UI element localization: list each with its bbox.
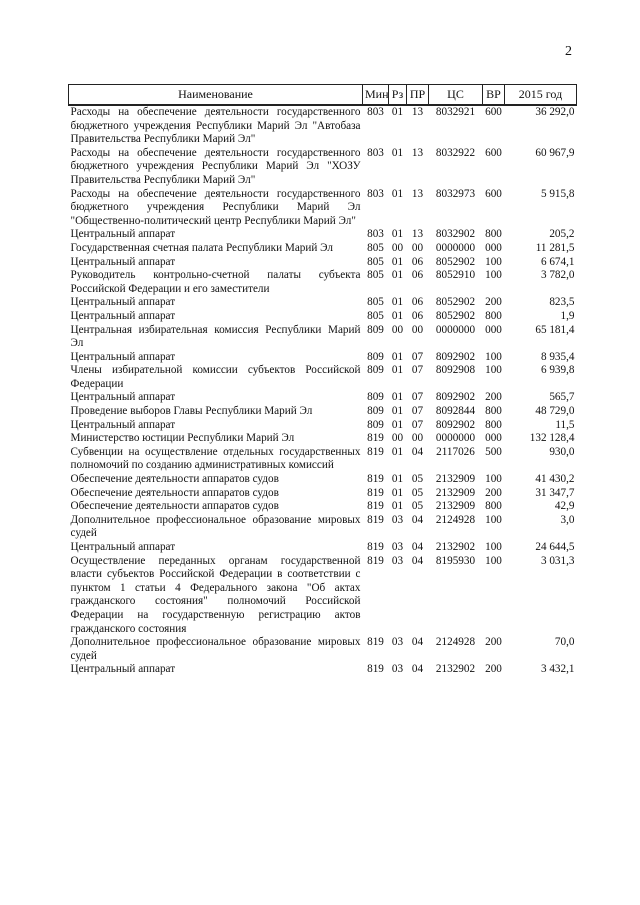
table-row xyxy=(69,256,577,270)
cell-name: Центральный аппарат xyxy=(70,541,176,553)
cell-pr: 13 xyxy=(411,146,424,159)
cell-amount: 31 347,7 xyxy=(535,486,575,499)
cell-cs: 2132909 xyxy=(435,486,476,499)
cell-amount: 65 181,4 xyxy=(535,323,575,336)
table-row xyxy=(69,636,577,663)
cell-name: Центральный аппарат xyxy=(70,350,176,363)
cell-cs: 2132902 xyxy=(435,663,476,676)
cell-name: Министерство юстиции Республики Марий Эл xyxy=(70,432,295,445)
cell-pr: 04 xyxy=(411,636,424,649)
cell-rz: 01 xyxy=(391,445,404,458)
cell-pr: 05 xyxy=(411,500,424,513)
cell-pr: 06 xyxy=(411,255,424,268)
cell-amount: 5 915,8 xyxy=(540,187,575,200)
cell-vr: 800 xyxy=(485,309,502,322)
header-year: 2015 год xyxy=(505,85,577,106)
cell-cs: 8052902 xyxy=(435,309,476,322)
cell-cs: 8195930 xyxy=(435,554,476,567)
cell-amount: 205,2 xyxy=(549,228,575,241)
cell-pr: 04 xyxy=(411,445,424,458)
cell-pr: 04 xyxy=(411,513,424,526)
table-row xyxy=(69,242,577,256)
cell-pr: 07 xyxy=(411,391,424,404)
cell-vr: 200 xyxy=(485,663,502,676)
cell-rz: 01 xyxy=(391,228,404,241)
cell-cs: 2124928 xyxy=(435,513,476,526)
table-row xyxy=(69,105,577,147)
cell-pr: 13 xyxy=(411,106,424,118)
cell-pr: 13 xyxy=(411,228,424,241)
cell-cs: 8052902 xyxy=(435,255,476,268)
cell-amount: 6 674,1 xyxy=(540,255,575,268)
table-row xyxy=(69,391,577,405)
cell-rz: 01 xyxy=(391,418,404,431)
cell-name: Центральный аппарат xyxy=(70,309,176,322)
cell-amount: 3 782,0 xyxy=(540,269,575,282)
table-row xyxy=(69,487,577,501)
cell-rz: 01 xyxy=(391,269,404,282)
cell-rz: 01 xyxy=(391,486,404,499)
cell-name: Субвенции на осуществление отдельных государственных полномочий по созданию административных комиссий xyxy=(70,445,361,472)
cell-amount: 1,9 xyxy=(560,309,575,322)
cell-min: 803 xyxy=(367,228,384,241)
cell-amount: 3 432,1 xyxy=(540,663,575,676)
cell-min: 819 xyxy=(367,486,384,499)
cell-rz: 03 xyxy=(391,541,404,553)
cell-cs: 8092844 xyxy=(435,405,476,418)
table-row xyxy=(69,405,577,419)
cell-amount: 24 644,5 xyxy=(535,541,575,553)
cell-amount: 823,5 xyxy=(549,296,575,309)
cell-min: 809 xyxy=(367,323,384,336)
cell-name: Центральная избирательная комиссия Республики Марий Эл xyxy=(70,323,361,350)
table-row xyxy=(69,500,577,514)
cell-amount: 48 729,0 xyxy=(535,405,575,418)
cell-rz: 01 xyxy=(391,187,404,200)
cell-vr: 200 xyxy=(485,486,502,499)
cell-pr: 05 xyxy=(411,473,424,486)
table-row xyxy=(69,147,577,188)
cell-rz: 01 xyxy=(391,391,404,404)
cell-cs: 8052902 xyxy=(435,296,476,309)
cell-rz: 03 xyxy=(391,513,404,526)
cell-cs: 8032921 xyxy=(435,106,476,118)
table-row xyxy=(69,296,577,310)
cell-amount: 930,0 xyxy=(549,445,575,458)
table-row xyxy=(69,514,577,541)
cell-rz: 01 xyxy=(391,106,404,118)
cell-rz: 03 xyxy=(391,554,404,567)
table-header-row xyxy=(69,85,577,106)
cell-min: 803 xyxy=(367,146,384,159)
cell-amount: 6 939,8 xyxy=(540,364,575,377)
cell-pr: 07 xyxy=(411,418,424,431)
cell-min: 805 xyxy=(367,296,384,309)
cell-cs: 2132902 xyxy=(435,541,476,553)
cell-name: Расходы на обеспечение деятельности государственного бюджетного учреждения Республики Марий Эл "Общественно-политический центр Республики Марий Эл" xyxy=(70,187,361,227)
cell-cs: 8092902 xyxy=(435,350,476,363)
cell-vr: 100 xyxy=(485,473,502,486)
cell-pr: 04 xyxy=(411,663,424,676)
cell-pr: 00 xyxy=(411,323,424,336)
cell-vr: 100 xyxy=(485,554,502,567)
cell-name: Обеспечение деятельности аппаратов судов xyxy=(70,473,279,486)
cell-min: 819 xyxy=(367,636,384,649)
cell-pr: 06 xyxy=(411,309,424,322)
cell-name: Члены избирательной комиссии субъектов Российской Федерации xyxy=(70,364,361,390)
cell-min: 819 xyxy=(367,445,384,458)
cell-rz: 01 xyxy=(391,500,404,513)
cell-name: Обеспечение деятельности аппаратов судов xyxy=(70,486,279,499)
cell-name: Осуществление переданных органам государственной власти субъектов Российской Федерации в соответствии с пунктом 1 статьи 4 Федерального закона "Об актах гражданского состояния" полномочий Российской Федерации на государственную регистрацию актов гражданского состояния xyxy=(70,554,361,635)
cell-name: Расходы на обеспечение деятельности государственного бюджетного учреждения Республики Марий Эл "Автобаза Правительства Республики Марий Эл" xyxy=(70,106,361,146)
cell-vr: 000 xyxy=(485,323,502,336)
cell-amount: 70,0 xyxy=(554,636,575,649)
table-row xyxy=(69,473,577,487)
cell-pr: 00 xyxy=(411,241,424,254)
budget-table xyxy=(68,84,577,677)
cell-pr: 07 xyxy=(411,405,424,418)
cell-cs: 8092902 xyxy=(435,391,476,404)
cell-cs: 8092908 xyxy=(435,364,476,377)
cell-rz: 03 xyxy=(391,663,404,676)
cell-cs: 8032922 xyxy=(435,146,476,159)
table-row xyxy=(69,663,577,677)
cell-rz: 01 xyxy=(391,309,404,322)
cell-pr: 05 xyxy=(411,486,424,499)
cell-cs: 8032902 xyxy=(435,228,476,241)
table-row xyxy=(69,351,577,365)
table-row xyxy=(69,446,577,473)
cell-pr: 06 xyxy=(411,296,424,309)
cell-vr: 800 xyxy=(485,418,502,431)
cell-min: 809 xyxy=(367,350,384,363)
cell-amount: 41 430,2 xyxy=(535,473,575,486)
cell-rz: 00 xyxy=(391,241,404,254)
cell-pr: 04 xyxy=(411,554,424,567)
cell-amount: 11 281,5 xyxy=(535,241,575,254)
header-cs: ЦС xyxy=(429,85,483,106)
cell-min: 805 xyxy=(367,269,384,282)
cell-min: 803 xyxy=(367,187,384,200)
cell-min: 803 xyxy=(367,106,384,118)
cell-vr: 800 xyxy=(485,405,502,418)
header-pr: ПР xyxy=(407,85,429,106)
cell-vr: 100 xyxy=(485,350,502,363)
cell-vr: 800 xyxy=(485,500,502,513)
cell-rz: 00 xyxy=(391,323,404,336)
cell-amount: 132 128,4 xyxy=(529,432,575,445)
cell-vr: 100 xyxy=(485,541,502,553)
cell-name: Центральный аппарат xyxy=(70,663,176,676)
cell-cs: 8052910 xyxy=(435,269,476,282)
cell-min: 809 xyxy=(367,405,384,418)
cell-cs: 8092902 xyxy=(435,418,476,431)
cell-cs: 0000000 xyxy=(435,241,476,254)
cell-vr: 600 xyxy=(485,187,502,200)
cell-pr: 07 xyxy=(411,350,424,363)
table-row xyxy=(69,364,577,391)
table-row xyxy=(69,555,577,637)
cell-name: Руководитель контрольно-счетной палаты субъекта Российской Федерации и его заместители xyxy=(70,269,361,295)
table-row xyxy=(69,228,577,242)
cell-name: Обеспечение деятельности аппаратов судов xyxy=(70,500,279,513)
cell-vr: 000 xyxy=(485,432,502,445)
cell-cs: 2132909 xyxy=(435,500,476,513)
table-row xyxy=(69,419,577,433)
header-name: Наименование xyxy=(69,85,363,106)
header-min: Мин xyxy=(363,85,389,106)
cell-pr: 00 xyxy=(411,432,424,445)
cell-amount: 3,0 xyxy=(560,513,575,526)
table-row xyxy=(69,188,577,229)
cell-name: Расходы на обеспечение деятельности государственного бюджетного учреждения Республики Марий Эл "ХОЗУ Правительства Республики Марий Эл" xyxy=(70,146,361,186)
cell-vr: 100 xyxy=(485,513,502,526)
cell-rz: 01 xyxy=(391,146,404,159)
table-row xyxy=(69,541,577,555)
cell-min: 805 xyxy=(367,255,384,268)
cell-vr: 100 xyxy=(485,364,502,377)
cell-name: Центральный аппарат xyxy=(70,296,176,309)
cell-rz: 01 xyxy=(391,364,404,377)
table-body xyxy=(69,105,577,677)
cell-cs: 2132909 xyxy=(435,473,476,486)
cell-min: 819 xyxy=(367,541,384,553)
cell-cs: 2124928 xyxy=(435,636,476,649)
cell-cs: 2117026 xyxy=(436,445,475,458)
cell-pr: 04 xyxy=(411,541,424,553)
cell-amount: 11,5 xyxy=(555,418,575,431)
cell-cs: 0000000 xyxy=(435,323,476,336)
table-row xyxy=(69,269,577,296)
cell-rz: 00 xyxy=(391,432,404,445)
cell-rz: 01 xyxy=(391,255,404,268)
cell-name: Центральный аппарат xyxy=(70,418,176,431)
cell-amount: 60 967,9 xyxy=(535,146,575,159)
cell-rz: 01 xyxy=(391,350,404,363)
header-rz: Рз xyxy=(389,85,407,106)
cell-min: 819 xyxy=(367,500,384,513)
cell-vr: 100 xyxy=(485,269,502,282)
cell-rz: 01 xyxy=(391,473,404,486)
cell-vr: 800 xyxy=(485,228,502,241)
cell-amount: 42,9 xyxy=(554,500,575,513)
cell-vr: 200 xyxy=(485,296,502,309)
cell-min: 819 xyxy=(367,554,384,567)
cell-min: 809 xyxy=(367,391,384,404)
header-vr: ВР xyxy=(483,85,505,106)
cell-name: Центральный аппарат xyxy=(70,228,176,241)
cell-name: Государственная счетная палата Республики Марий Эл xyxy=(70,241,333,254)
cell-cs: 0000000 xyxy=(435,432,476,445)
cell-vr: 600 xyxy=(485,106,502,118)
cell-min: 819 xyxy=(367,473,384,486)
cell-amount: 36 292,0 xyxy=(535,106,575,118)
cell-min: 805 xyxy=(367,241,384,254)
cell-min: 809 xyxy=(367,364,384,377)
cell-name: Дополнительное профессиональное образование мировых судей xyxy=(70,513,361,540)
cell-min: 809 xyxy=(367,418,384,431)
cell-vr: 600 xyxy=(485,146,502,159)
table-row xyxy=(69,432,577,446)
cell-vr: 200 xyxy=(485,391,502,404)
cell-vr: 000 xyxy=(485,241,502,254)
cell-amount: 565,7 xyxy=(549,391,575,404)
cell-min: 819 xyxy=(367,513,384,526)
cell-name: Центральный аппарат xyxy=(70,255,176,268)
cell-pr: 13 xyxy=(411,187,424,200)
cell-rz: 01 xyxy=(391,405,404,418)
cell-min: 819 xyxy=(367,432,384,445)
cell-min: 805 xyxy=(367,309,384,322)
table-row xyxy=(69,324,577,351)
cell-vr: 200 xyxy=(485,636,502,649)
cell-vr: 100 xyxy=(485,255,502,268)
cell-cs: 8032973 xyxy=(435,187,476,200)
table-row xyxy=(69,310,577,324)
cell-vr: 500 xyxy=(485,445,502,458)
cell-rz: 03 xyxy=(391,636,404,649)
cell-name: Центральный аппарат xyxy=(70,391,176,404)
cell-pr: 06 xyxy=(411,269,424,282)
cell-amount: 3 031,3 xyxy=(540,554,575,567)
cell-name: Проведение выборов Главы Республики Марий Эл xyxy=(70,405,313,418)
page-number: 2 xyxy=(565,44,572,59)
cell-rz: 01 xyxy=(391,296,404,309)
cell-name: Дополнительное профессиональное образование мировых судей xyxy=(70,636,361,662)
cell-min: 819 xyxy=(367,663,384,676)
cell-pr: 07 xyxy=(411,364,424,377)
cell-amount: 8 935,4 xyxy=(540,350,575,363)
